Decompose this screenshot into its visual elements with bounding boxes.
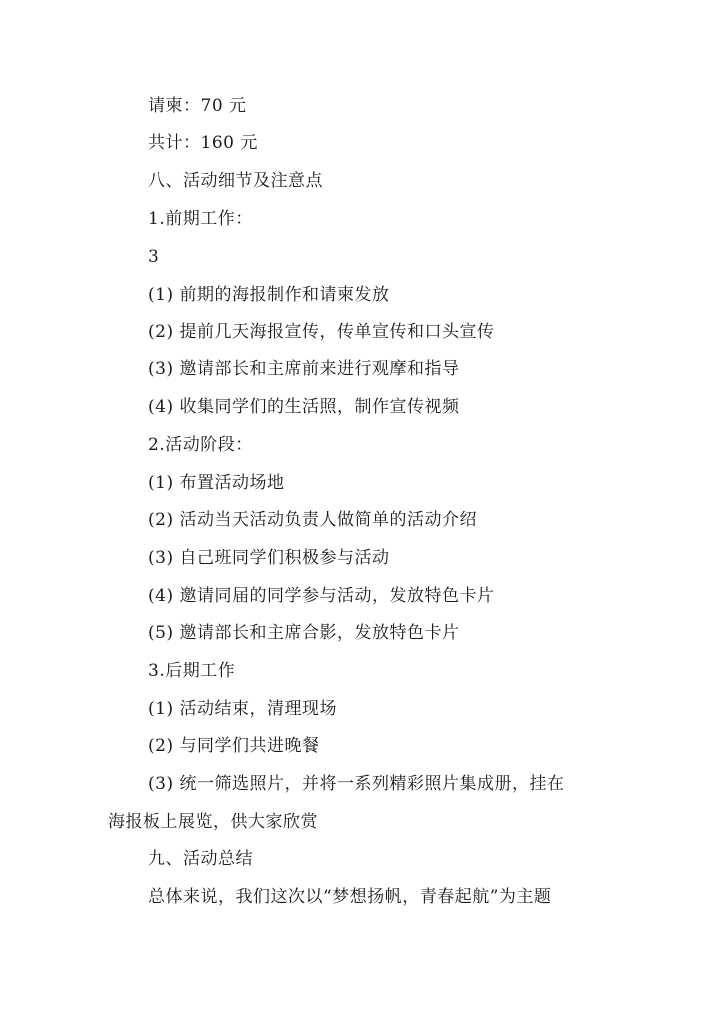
subsection-heading: 2.活动阶段： xyxy=(148,435,253,455)
section-heading: 八、活动细节及注意点 xyxy=(148,171,323,191)
list-item: (3) 统一筛选照片，并将一系列精彩照片集成册，挂在 xyxy=(148,774,565,794)
list-item: (1) 布置活动场地 xyxy=(148,473,285,493)
list-item: (2) 提前几天海报宣传，传单宣传和口头宣传 xyxy=(148,322,495,342)
list-item: (4) 收集同学们的生活照，制作宣传视频 xyxy=(148,397,460,417)
list-item: (3) 邀请部长和主席前来进行观摩和指导 xyxy=(148,359,460,379)
list-item: (4) 邀请同届的同学参与活动，发放特色卡片 xyxy=(148,586,495,606)
list-item-continuation: 海报板上展览，供大家欣赏 xyxy=(108,812,318,832)
text-line: 请柬：70 元 xyxy=(148,96,247,116)
section-heading: 九、活动总结 xyxy=(148,849,253,869)
paragraph-text: 总体来说，我们这次以“梦想扬帆，青春起航”为主题 xyxy=(148,887,552,907)
list-item: (2) 活动当天活动负责人做简单的活动介绍 xyxy=(148,510,477,530)
subsection-heading: 1.前期工作： xyxy=(148,209,253,229)
list-item: (5) 邀请部长和主席合影，发放特色卡片 xyxy=(148,623,460,643)
page-number: 3 xyxy=(148,247,160,267)
list-item: (1) 活动结束，清理现场 xyxy=(148,699,337,719)
subsection-heading: 3.后期工作 xyxy=(148,661,236,681)
list-item: (1) 前期的海报制作和请柬发放 xyxy=(148,285,390,305)
list-item: (2) 与同学们共进晚餐 xyxy=(148,736,320,756)
list-item: (3) 自己班同学们积极参与活动 xyxy=(148,548,390,568)
text-line: 共计：160 元 xyxy=(148,133,258,153)
